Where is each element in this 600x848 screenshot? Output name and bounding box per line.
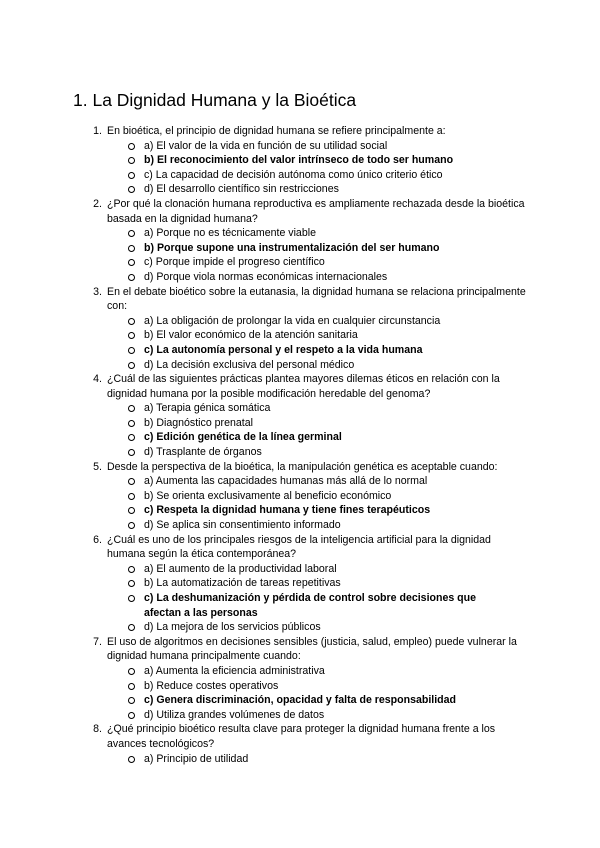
option-text: b) Porque supone una instrumentalización del ser humano: [144, 241, 440, 254]
question-text: El uso de algoritmos en decisiones sensibles (justicia, salud, empleo) puede vulnerar la dignidad humana principalmente cuando:: [107, 635, 517, 663]
option-text: b) Diagnóstico prenatal: [144, 416, 253, 429]
option-text: d) Trasplante de órganos: [144, 446, 262, 459]
option-text: a) Terapia génica somática: [144, 402, 271, 415]
question-list: [0, 124, 600, 766]
answer-option: [0, 518, 600, 533]
answer-option: [0, 314, 600, 329]
option-text: d) La mejora de los servicios públicos: [144, 621, 321, 634]
hollow-circle-bullet-icon: [128, 274, 135, 281]
answer-option: [0, 489, 600, 504]
question-text: ¿Por qué la clonación humana reproductiva es ampliamente rechazada desde la bioética basada en la dignidad humana?: [107, 197, 525, 225]
hollow-circle-bullet-icon: [128, 332, 135, 339]
question-item: [0, 285, 600, 373]
hollow-circle-bullet-icon: [128, 318, 135, 325]
question-text: ¿Cuál es uno de los principales riesgos de la inteligencia artificial para la dignidad humana según la ética contemporánea?: [107, 533, 491, 561]
answer-option: [0, 226, 600, 241]
question-item: [0, 460, 600, 533]
hollow-circle-bullet-icon: [128, 756, 135, 763]
hollow-circle-bullet-icon: [128, 186, 135, 193]
option-text: b) El reconocimiento del valor intrínseco de todo ser humano: [144, 154, 454, 167]
answer-option: [0, 328, 600, 343]
option-list: [0, 474, 600, 532]
hollow-circle-bullet-icon: [128, 172, 135, 179]
option-text: c) La deshumanización y pérdida de control sobre decisiones que afectan a las personas: [144, 592, 477, 619]
answer-option-correct: [0, 693, 600, 708]
option-text: c) La capacidad de decisión autónoma como único criterio ético: [144, 168, 443, 181]
answer-option: [0, 139, 600, 154]
question-text: En bioética, el principio de dignidad humana se refiere principalmente a:: [107, 125, 446, 137]
question-number: 5.: [93, 460, 102, 473]
option-text: b) Reduce costes operativos: [144, 679, 279, 692]
option-text: c) Genera discriminación, opacidad y falta de responsabilidad: [144, 694, 457, 707]
question-text: ¿Cuál de las siguientes prácticas plantea mayores dilemas éticos en relación con la dignidad humana por la posible modificación heredable del genoma?: [107, 373, 500, 400]
answer-option: [0, 416, 600, 431]
question-number: 2.: [93, 197, 102, 210]
option-list: [0, 562, 600, 635]
option-text: d) Se aplica sin consentimiento informado: [144, 519, 341, 532]
answer-option: [0, 182, 600, 197]
answer-option: [0, 474, 600, 489]
option-text: c) La autonomía personal y el respeto a la vida humana: [144, 343, 423, 356]
hollow-circle-bullet-icon: [128, 712, 135, 719]
option-text: a) Porque no es técnicamente viable: [144, 227, 316, 240]
option-text: a) La obligación de prolongar la vida en cualquier circunstancia: [144, 314, 441, 327]
question-number: 6.: [93, 533, 102, 546]
hollow-circle-bullet-icon: [128, 683, 135, 690]
hollow-circle-bullet-icon: [128, 668, 135, 675]
hollow-circle-bullet-icon: [128, 362, 135, 369]
option-text: b) El valor económico de la atención sanitaria: [144, 329, 358, 342]
question-item: [0, 197, 600, 285]
question-item: [0, 722, 600, 766]
hollow-circle-bullet-icon: [128, 595, 135, 602]
hollow-circle-bullet-icon: [128, 157, 135, 164]
option-text: a) Principio de utilidad: [144, 752, 249, 765]
hollow-circle-bullet-icon: [128, 522, 135, 529]
option-text: b) La automatización de tareas repetitivas: [144, 577, 341, 590]
option-text: d) La decisión exclusiva del personal médico: [144, 358, 355, 371]
option-list: [0, 226, 600, 284]
hollow-circle-bullet-icon: [128, 580, 135, 587]
question-item: [0, 372, 600, 460]
hollow-circle-bullet-icon: [128, 347, 135, 354]
option-text: d) Porque viola normas económicas internacionales: [144, 270, 388, 283]
hollow-circle-bullet-icon: [128, 449, 135, 456]
answer-option: [0, 168, 600, 183]
answer-option: [0, 358, 600, 373]
answer-option: [0, 576, 600, 591]
option-list: [0, 664, 600, 722]
question-text: En el debate bioético sobre la eutanasia, la dignidad humana se relaciona principalmente con:: [107, 285, 526, 313]
option-text: d) Utiliza grandes volúmenes de datos: [144, 708, 325, 721]
answer-option: [0, 679, 600, 694]
question-number: 4.: [93, 373, 102, 386]
question-item: [0, 533, 600, 635]
question-item: [0, 124, 600, 197]
answer-option: [0, 270, 600, 285]
hollow-circle-bullet-icon: [128, 405, 135, 412]
answer-option: [0, 620, 600, 635]
answer-option-correct: [0, 153, 600, 168]
option-list: [0, 401, 600, 459]
answer-option-correct: [0, 343, 600, 358]
hollow-circle-bullet-icon: [128, 245, 135, 252]
answer-option-correct: [0, 241, 600, 256]
option-text: a) Aumenta las capacidades humanas más allá de lo normal: [144, 475, 428, 488]
answer-option-correct: [0, 591, 600, 620]
hollow-circle-bullet-icon: [128, 143, 135, 150]
hollow-circle-bullet-icon: [128, 230, 135, 237]
hollow-circle-bullet-icon: [128, 624, 135, 631]
option-text: c) Porque impide el progreso científico: [144, 256, 325, 269]
answer-option: [0, 708, 600, 723]
answer-option: [0, 562, 600, 577]
answer-option: [0, 445, 600, 460]
option-text: a) El aumento de la productividad laboral: [144, 562, 337, 575]
answer-option-correct: [0, 430, 600, 445]
option-text: a) Aumenta la eficiencia administrativa: [144, 664, 325, 677]
option-list: [0, 139, 600, 197]
option-text: c) Edición genética de la línea germinal: [144, 431, 342, 444]
option-list: [0, 314, 600, 372]
question-item: [0, 635, 600, 723]
answer-option: [0, 255, 600, 270]
hollow-circle-bullet-icon: [128, 493, 135, 500]
option-text: c) Respeta la dignidad humana y tiene fines terapéuticos: [144, 504, 431, 517]
option-list: [0, 752, 600, 767]
question-number: 7.: [93, 635, 102, 648]
question-number: 3.: [93, 285, 102, 298]
option-text: b) Se orienta exclusivamente al beneficio económico: [144, 489, 392, 502]
question-number: 1.: [93, 125, 102, 137]
question-number: 8.: [93, 723, 102, 736]
hollow-circle-bullet-icon: [128, 434, 135, 441]
question-text: Desde la perspectiva de la bioética, la manipulación genética es aceptable cuando:: [107, 460, 498, 473]
answer-option: [0, 752, 600, 767]
hollow-circle-bullet-icon: [128, 566, 135, 573]
hollow-circle-bullet-icon: [128, 259, 135, 266]
option-text: d) El desarrollo científico sin restricciones: [144, 183, 339, 196]
option-text: a) El valor de la vida en función de su utilidad social: [144, 139, 388, 152]
answer-option-correct: [0, 503, 600, 518]
question-text: ¿Qué principio bioético resulta clave para proteger la dignidad humana frente a los avances tecnológicos?: [107, 723, 496, 750]
hollow-circle-bullet-icon: [128, 478, 135, 485]
hollow-circle-bullet-icon: [128, 697, 135, 704]
hollow-circle-bullet-icon: [128, 420, 135, 427]
hollow-circle-bullet-icon: [128, 507, 135, 514]
section-title: 1. La Dignidad Humana y la Bioética: [73, 90, 357, 110]
answer-option: [0, 401, 600, 416]
answer-option: [0, 664, 600, 679]
